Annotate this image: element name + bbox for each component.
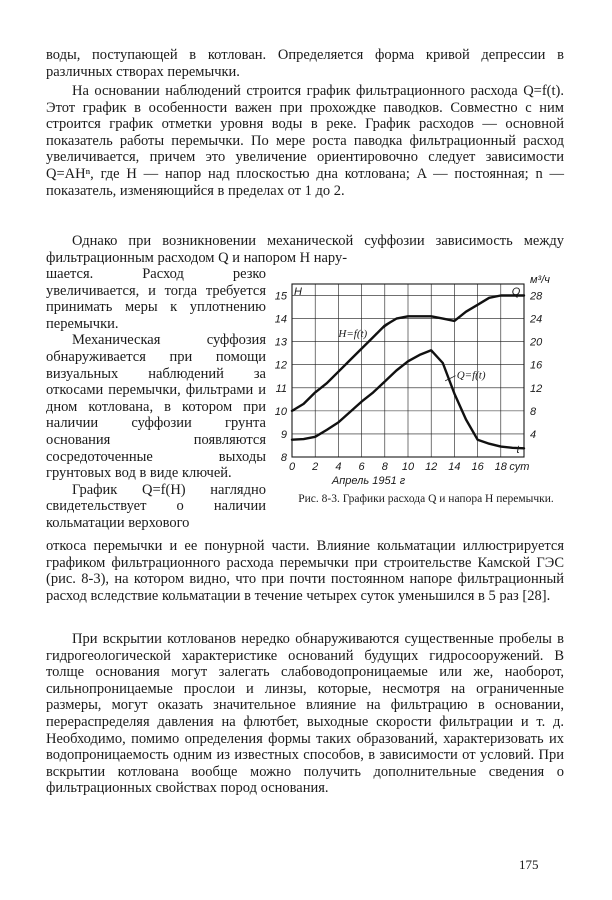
paragraph-1: воды, поступающей в котлован. Определяется форма кривой депрессии в различных створах перемычки. [46,47,564,80]
right-tick-label: 12 [530,382,543,395]
x-tick-label: 12 [425,461,438,473]
left-axis-label: H [294,286,302,298]
left-tick-label: 9 [280,428,287,441]
right-tick-label: 8 [530,405,537,418]
x-tick-label: 18 [494,461,507,473]
left-tick-label: 10 [274,405,287,418]
x-tick-label: 2 [312,461,319,473]
series-label-q: Q=f(t) [456,369,486,382]
x-tick-label: 14 [448,461,461,473]
figure-8-3 [272,272,572,522]
paragraph-5-start: График Q=f(H) наглядно свидетельствует о наличии кольматации верхового [46,481,266,531]
right-tick-label: 16 [530,359,543,372]
right-tick-label: 28 [530,290,543,303]
paragraph-3-start: Однако при возникновении механической суффозии зависимость между фильтрационным расходом Q и напором H нару- [46,233,564,266]
paragraph-6: При вскрытии котлованов нередко обнаруживаются существенные пробелы в гидрогеологической характеристике оснований будущих гидросооружений. В толще основания могут залегать слабоводопроницаемые или же, наоборот, сильнопроницаемые прослои и линзы, которые, несмотря на ограниченные размеры, могут оказать значительное влияние на фильтрацию в основании, перераспределяя давления на флютбет, выходные скорости фильтрации и т. д. Необходимо, помимо определения формы таких образований, характеризовать их водопроницаемость одним из известных способов, в зависимости от условий. При вскрытии котлована вообще можно получить дополнительные сведения о фильтрационных свойствах пород основания. [46,631,564,797]
left-tick-label: 12 [274,359,287,372]
right-axis-unit: м³/ч [530,274,550,286]
chart [272,272,572,497]
page-number: 175 [519,857,539,872]
series-leader-h [376,322,392,334]
x-tick-label: 6 [358,461,365,473]
figure-caption: Рис. 8-3. Графики расхода Q и напора H перемычки. [298,493,554,505]
x-tick-label: 8 [381,461,388,473]
left-tick-label: 15 [274,290,287,303]
x-axis-title: Апрель 1951 г [331,475,406,487]
paragraph-2: На основании наблюдений строится график фильтрационного расхода Q=f(t). Этот график в особенности важен при прохождке паводков. Совместно с ним строится график отметки уровня воды в реке. График расходов — основной показатель работы перемычки. По мере роста паводка фильтрационный расход увеличивается, причем это увеличение ориентировочно следует зависимости Q=AHⁿ, где H — напор над плоскостью дна котлована; A — постоянная; n — показатель, изменяющийся в пределах от 1 до 2. [46,83,564,199]
series-label-h: H=f(t) [338,328,368,341]
x-tick-label: 0 [288,461,296,473]
paragraph-4: Механическая суффозия обнаруживается при помощи визуальных наблюдений за откосами перемычки, фильтрами и дном котлована, в котором при наличии суффозии грунта основания появляются сосредоточенные выходы грунтовых вод в виде ключей. [46,332,266,482]
x-axis-letter: t [516,444,520,456]
x-tick-label: 10 [401,461,415,473]
left-tick-label: 8 [280,452,287,464]
left-tick-label: 13 [274,336,287,349]
x-tick-label: 4 [335,461,342,473]
right-tick-label: 4 [530,428,537,441]
right-axis-label: Q [511,286,521,298]
right-tick-label: 20 [530,336,543,349]
right-tick-label: 24 [530,313,543,326]
paragraph-3-continuation: шается. Расход резко увеличивается, и тогда требуется принимать меры к уплотнению перемычки. [46,266,266,332]
x-unit-label: сут [509,461,530,473]
left-tick-label: 11 [275,382,287,395]
x-tick-label: 16 [471,461,484,473]
left-tick-label: 14 [274,313,287,326]
paragraph-5-continuation: откоса перемычки и ее понурной части. Влияние кольматации иллюстрируется графиком фильтрационного расхода перемычки при строительстве Камской ГЭС (рис. 8-3), на котором видно, что при почти постоянном напоре фильтрационный расход вследствие кольматации в течение четырех суток уменьшился в 5 раз [28]. [46,538,564,604]
